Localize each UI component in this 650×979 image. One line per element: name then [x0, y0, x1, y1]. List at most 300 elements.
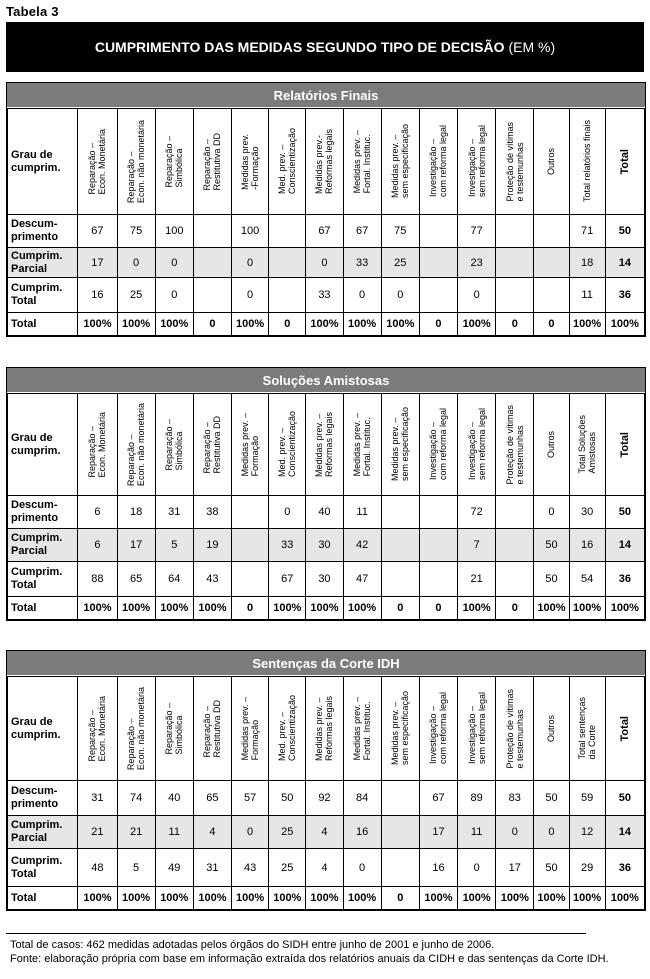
table-cell: 16 — [343, 816, 381, 849]
column-header-label: Medidas prev. – Formação — [240, 412, 261, 477]
table-cell: 0 — [458, 278, 496, 313]
total-row — [8, 597, 645, 620]
table-cell: 40 — [155, 781, 193, 816]
column-header-label: Reparação – Restitutiva DD — [202, 699, 223, 758]
table-cell: 100% — [605, 313, 644, 336]
table-cell: 71 — [569, 215, 605, 248]
column-header-label: Reparação – Econ. não monetária — [126, 402, 147, 487]
table-cell: 83 — [496, 781, 534, 816]
table-cell: 0 — [232, 278, 269, 313]
column-header — [605, 394, 644, 496]
table-cell — [381, 562, 419, 597]
table-cell — [496, 562, 534, 597]
table-cell: 100% — [269, 597, 306, 620]
table-cell: 100% — [306, 887, 343, 910]
section-title: Sentenças da Corte IDH — [7, 651, 645, 675]
table-cell: 16 — [569, 529, 605, 562]
table-cell: 25 — [381, 248, 419, 278]
table-cell: 18 — [117, 496, 155, 529]
table-cell — [419, 215, 457, 248]
column-header-label: Medidas prev. – Fortal. Instituc. — [352, 696, 373, 761]
table-cell: 67 — [343, 215, 381, 248]
table-cell: 65 — [117, 562, 155, 597]
table-cell: 100% — [193, 887, 231, 910]
column-header — [534, 677, 569, 781]
footnote-total-cases: Total de casos: 462 medidas adotadas pelos órgãos do SIDH entre junho de 2001 e junho de 2006. — [10, 939, 495, 951]
column-header-label: Reparação – Econ. Monetária — [87, 411, 108, 478]
table-cell — [381, 496, 419, 529]
table-cell: 0 — [381, 278, 419, 313]
column-header-label: Reparação – Restitutiva DD — [202, 415, 223, 474]
table-cell: 50 — [534, 562, 569, 597]
table-cell: 6 — [78, 496, 117, 529]
table-cell: 30 — [306, 529, 343, 562]
table-cell: 100% — [78, 597, 117, 620]
table-cell — [269, 215, 306, 248]
row-label: Cumprim. Total — [8, 849, 78, 887]
table-cell: 100% — [306, 597, 343, 620]
column-header-label: Investigação – com reforma legal — [428, 692, 449, 765]
table-cell: 31 — [193, 849, 231, 887]
table-cell: 100% — [78, 313, 117, 336]
table-cell: 0 — [496, 313, 534, 336]
table-cell — [496, 248, 534, 278]
column-header-label: Proteção de vítimas e testemunhas — [504, 404, 525, 485]
table-cell: 100% — [343, 597, 381, 620]
table-cell: 88 — [78, 562, 117, 597]
table-cell: 50 — [605, 215, 644, 248]
column-header — [269, 394, 306, 496]
footnote-rule — [6, 933, 586, 934]
table-cell: 31 — [78, 781, 117, 816]
table-cell: 100% — [232, 313, 269, 336]
table-cell: 100% — [458, 887, 496, 910]
corner-header: Grau de cumprim. — [8, 394, 78, 496]
table-cell: 67 — [269, 562, 306, 597]
row-label: Cumprim. Parcial — [8, 248, 78, 278]
table-cell: 49 — [155, 849, 193, 887]
table-cell: 50 — [534, 529, 569, 562]
table-cell: 67 — [419, 781, 457, 816]
column-header-label: Outros — [546, 430, 557, 458]
column-header-label: Medidas prev. – Fortal. Instituc. — [352, 412, 373, 477]
column-header-label: Reparação – Econ. não monetária — [126, 119, 147, 204]
table-cell: 54 — [569, 562, 605, 597]
column-header-label: Med. prev. – Conscientização — [277, 695, 298, 762]
column-header — [269, 109, 306, 215]
table-cell: 42 — [343, 529, 381, 562]
table-cell: 33 — [269, 529, 306, 562]
table-cell: 47 — [343, 562, 381, 597]
table-cell: 0 — [381, 597, 419, 620]
table-cell: 4 — [193, 816, 231, 849]
corner-header: Grau de cumprim. — [8, 677, 78, 781]
section-sentencas-corte-idh — [6, 650, 646, 911]
table-cell: 0 — [419, 313, 457, 336]
column-header-label: Reparação – Econ. não monetária — [126, 686, 147, 771]
table-cell — [269, 248, 306, 278]
table-cell — [419, 278, 457, 313]
column-header-label: Reparação – Econ. Monetária — [87, 128, 108, 195]
column-header — [458, 677, 496, 781]
row-label: Descum- primento — [8, 781, 78, 816]
column-header — [78, 109, 117, 215]
table-cell: 100% — [155, 887, 193, 910]
table-row — [8, 562, 645, 597]
header-row — [8, 109, 645, 215]
column-header-label: Reparação – Simbólica — [164, 702, 185, 755]
column-header-label: Total sentenças da Corte — [577, 697, 598, 760]
table-row — [8, 529, 645, 562]
table-cell — [381, 816, 419, 849]
table-cell: 0 — [117, 248, 155, 278]
table-cell — [496, 215, 534, 248]
table-cell: 75 — [117, 215, 155, 248]
column-header — [117, 677, 155, 781]
footnote-source: Fonte: elaboração própria com base em informação extraída dos relatórios anuais da CIDH e das sentenças da Corte IDH. — [10, 953, 609, 965]
column-header — [232, 394, 269, 496]
table-cell: 16 — [78, 278, 117, 313]
table-cell — [419, 496, 457, 529]
table-cell: 100% — [605, 597, 644, 620]
column-header — [381, 109, 419, 215]
table-cell: 0 — [419, 597, 457, 620]
table-cell — [381, 529, 419, 562]
table-cell: 100% — [458, 597, 496, 620]
column-header — [381, 677, 419, 781]
table-cell: 0 — [534, 496, 569, 529]
table-cell: 21 — [78, 816, 117, 849]
table-row — [8, 496, 645, 529]
table-cell: 36 — [605, 278, 644, 313]
table-cell: 0 — [269, 496, 306, 529]
column-header-label: Total relatórios finais — [582, 120, 593, 203]
table-cell — [419, 529, 457, 562]
table-cell: 100% — [117, 887, 155, 910]
column-header-label: Investigação – sem reforma legal — [466, 125, 487, 198]
table-cell: 11 — [343, 496, 381, 529]
column-header — [155, 109, 193, 215]
table-cell: 100% — [78, 887, 117, 910]
table-cell: 16 — [419, 849, 457, 887]
column-header-label: Proteção de vítimas e testemunhas — [504, 688, 525, 769]
column-header — [381, 394, 419, 496]
table-title-unit: (EM %) — [508, 39, 556, 55]
table-cell: 100% — [569, 597, 605, 620]
header-row — [8, 394, 645, 496]
table-cell: 0 — [155, 248, 193, 278]
column-header — [78, 394, 117, 496]
table-cell: 0 — [306, 248, 343, 278]
table-cell — [193, 215, 231, 248]
table-cell: 23 — [458, 248, 496, 278]
table-cell: 17 — [496, 849, 534, 887]
table-cell: 64 — [155, 562, 193, 597]
table-cell — [534, 215, 569, 248]
column-header — [117, 109, 155, 215]
table-cell: 100% — [496, 887, 534, 910]
column-header-label: Outros — [546, 147, 557, 175]
column-header-label: Total — [618, 715, 631, 742]
column-header-label: Reparação – Simbólica — [164, 418, 185, 471]
table-cell: 100% — [269, 887, 306, 910]
column-header-label: Reparação – Simbólica — [164, 135, 185, 188]
table-cell — [381, 781, 419, 816]
column-header — [605, 677, 644, 781]
column-header — [193, 677, 231, 781]
row-label: Total — [8, 887, 78, 910]
table-cell: 0 — [232, 248, 269, 278]
table-cell: 67 — [306, 215, 343, 248]
table-cell: 33 — [343, 248, 381, 278]
data-table — [7, 108, 645, 336]
table-cell: 0 — [458, 849, 496, 887]
table-cell: 50 — [605, 781, 644, 816]
table-cell: 48 — [78, 849, 117, 887]
table-cell: 4 — [306, 816, 343, 849]
table-row — [8, 278, 645, 313]
table-cell: 43 — [232, 849, 269, 887]
column-header — [496, 677, 534, 781]
table-title-text: CUMPRIMENTO DAS MEDIDAS SEGUNDO TIPO DE DECISÃO — [94, 39, 505, 55]
table-cell: 75 — [381, 215, 419, 248]
table-cell: 100% — [605, 887, 644, 910]
table-number: Tabela 3 — [6, 4, 59, 19]
column-header — [306, 394, 343, 496]
column-header-label: Total — [618, 431, 631, 458]
table-cell: 25 — [117, 278, 155, 313]
table-cell: 50 — [534, 781, 569, 816]
table-cell: 4 — [306, 849, 343, 887]
table-row — [8, 816, 645, 849]
table-cell: 14 — [605, 816, 644, 849]
section-title: Relatórios Finais — [7, 83, 645, 107]
table-cell: 11 — [458, 816, 496, 849]
table-cell: 65 — [193, 781, 231, 816]
table-cell: 31 — [155, 496, 193, 529]
column-header — [458, 109, 496, 215]
column-header — [78, 677, 117, 781]
table-row — [8, 781, 645, 816]
table-cell: 29 — [569, 849, 605, 887]
table-cell: 0 — [534, 816, 569, 849]
table-row — [8, 248, 645, 278]
column-header — [306, 677, 343, 781]
table-title — [6, 22, 644, 72]
table-cell — [534, 278, 569, 313]
column-header — [155, 677, 193, 781]
table-cell: 0 — [155, 278, 193, 313]
column-header — [458, 394, 496, 496]
column-header — [419, 394, 457, 496]
table-cell: 77 — [458, 215, 496, 248]
table-cell: 100% — [343, 887, 381, 910]
column-header-label: Medidas prev. – Reformas legais — [314, 411, 335, 478]
column-header — [534, 394, 569, 496]
table-cell: 0 — [193, 313, 231, 336]
column-header — [569, 677, 605, 781]
row-label: Total — [8, 597, 78, 620]
table-cell: 100% — [534, 597, 569, 620]
row-label: Descum- primento — [8, 496, 78, 529]
column-header — [306, 109, 343, 215]
table-cell: 100% — [534, 887, 569, 910]
column-header — [343, 109, 381, 215]
row-label: Cumprim. Parcial — [8, 529, 78, 562]
table-cell: 25 — [269, 849, 306, 887]
table-cell — [232, 562, 269, 597]
table-cell: 21 — [458, 562, 496, 597]
table-cell — [534, 248, 569, 278]
section-solucoes-amistosas — [6, 367, 646, 621]
row-label: Descum- primento — [8, 215, 78, 248]
table-cell — [193, 248, 231, 278]
table-cell: 38 — [193, 496, 231, 529]
table-cell: 100% — [155, 313, 193, 336]
table-cell: 17 — [419, 816, 457, 849]
table-row — [8, 849, 645, 887]
table-cell: 100 — [155, 215, 193, 248]
column-header-label: Investigação – sem reforma legal — [466, 408, 487, 481]
table-cell: 100% — [569, 313, 605, 336]
column-header-label: Total Soluções Amistosas — [577, 415, 598, 474]
table-cell: 0 — [232, 597, 269, 620]
column-header — [605, 109, 644, 215]
table-cell: 21 — [117, 816, 155, 849]
section-relatorios-finais — [6, 82, 646, 337]
column-header — [534, 109, 569, 215]
column-header — [496, 394, 534, 496]
column-header-label: Med. prev. – Conscientização — [277, 411, 298, 478]
table-cell: 100% — [155, 597, 193, 620]
table-cell: 92 — [306, 781, 343, 816]
column-header — [419, 677, 457, 781]
column-header-label: Medidas prev. – sem especificação — [390, 407, 411, 482]
row-label: Cumprim. Total — [8, 278, 78, 313]
table-cell: 100 — [232, 215, 269, 248]
column-header-label: Investigação – com reforma legal — [428, 408, 449, 481]
column-header — [343, 677, 381, 781]
column-header — [232, 677, 269, 781]
column-header — [117, 394, 155, 496]
table-cell — [419, 248, 457, 278]
table-cell: 0 — [232, 816, 269, 849]
column-header-label: Investigação – sem reforma legal — [466, 692, 487, 765]
corner-header: Grau de cumprim. — [8, 109, 78, 215]
table-cell: 0 — [343, 849, 381, 887]
table-cell: 30 — [306, 562, 343, 597]
table-cell: 50 — [534, 849, 569, 887]
table-cell: 0 — [534, 313, 569, 336]
table-cell: 0 — [496, 597, 534, 620]
table-cell: 14 — [605, 529, 644, 562]
row-label: Cumprim. Parcial — [8, 816, 78, 849]
column-header — [343, 394, 381, 496]
table-cell: 100% — [117, 313, 155, 336]
row-label: Total — [8, 313, 78, 336]
column-header-label: Reparação – Econ. Monetária — [87, 695, 108, 762]
table-cell — [419, 562, 457, 597]
column-header-label: Medidas prev. – Reformas legais — [314, 695, 335, 762]
table-cell: 72 — [458, 496, 496, 529]
column-header — [269, 677, 306, 781]
table-cell: 12 — [569, 816, 605, 849]
table-cell: 100% — [569, 887, 605, 910]
table-cell: 7 — [458, 529, 496, 562]
column-header-label: Proteção de vítimas e testemunhas — [504, 121, 525, 202]
column-header-label: Outros — [546, 714, 557, 742]
column-header — [232, 109, 269, 215]
table-cell — [496, 529, 534, 562]
table-cell — [496, 278, 534, 313]
table-cell: 89 — [458, 781, 496, 816]
table-cell: 5 — [117, 849, 155, 887]
table-cell: 11 — [569, 278, 605, 313]
table-cell: 50 — [605, 496, 644, 529]
table-cell: 84 — [343, 781, 381, 816]
table-cell: 67 — [78, 215, 117, 248]
table-cell: 100% — [193, 597, 231, 620]
column-header-label: Total — [618, 148, 631, 175]
table-cell: 100% — [343, 313, 381, 336]
row-label: Cumprim. Total — [8, 562, 78, 597]
table-cell: 43 — [193, 562, 231, 597]
table-cell: 25 — [269, 816, 306, 849]
column-header — [569, 394, 605, 496]
column-header — [193, 394, 231, 496]
table-cell: 100% — [306, 313, 343, 336]
column-header — [193, 109, 231, 215]
table-cell: 57 — [232, 781, 269, 816]
column-header-label: Medidas prev.- Reformas legais — [314, 128, 335, 195]
table-cell: 0 — [496, 816, 534, 849]
table-cell — [232, 529, 269, 562]
column-header — [419, 109, 457, 215]
column-header-label: Medidas prev. – Fortal. Instituc. — [352, 129, 373, 194]
column-header — [496, 109, 534, 215]
table-cell: 6 — [78, 529, 117, 562]
total-row — [8, 887, 645, 910]
table-cell — [381, 849, 419, 887]
table-cell: 100% — [117, 597, 155, 620]
data-table — [7, 676, 645, 910]
table-cell: 40 — [306, 496, 343, 529]
table-cell: 0 — [381, 887, 419, 910]
table-cell: 18 — [569, 248, 605, 278]
total-row — [8, 313, 645, 336]
table-cell — [496, 496, 534, 529]
table-cell: 100% — [419, 887, 457, 910]
table-cell: 100% — [458, 313, 496, 336]
table-cell: 100% — [381, 313, 419, 336]
table-cell: 33 — [306, 278, 343, 313]
column-header-label: Medidas prev. – sem especificação — [390, 691, 411, 766]
table-cell — [193, 278, 231, 313]
column-header-label: Medidas prev. -Formação — [240, 133, 261, 190]
column-header-label: Medidas prev. – Formação — [240, 696, 261, 761]
table-cell: 74 — [117, 781, 155, 816]
column-header-label: Med. prev. – Conscientização — [277, 128, 298, 195]
column-header-label: Investigação – com reforma legal — [428, 125, 449, 198]
table-cell: 59 — [569, 781, 605, 816]
table-cell: 50 — [269, 781, 306, 816]
table-row — [8, 215, 645, 248]
column-header — [155, 394, 193, 496]
data-table — [7, 393, 645, 620]
table-cell: 100% — [232, 887, 269, 910]
section-title: Soluções Amistosas — [7, 368, 645, 392]
table-cell: 17 — [117, 529, 155, 562]
